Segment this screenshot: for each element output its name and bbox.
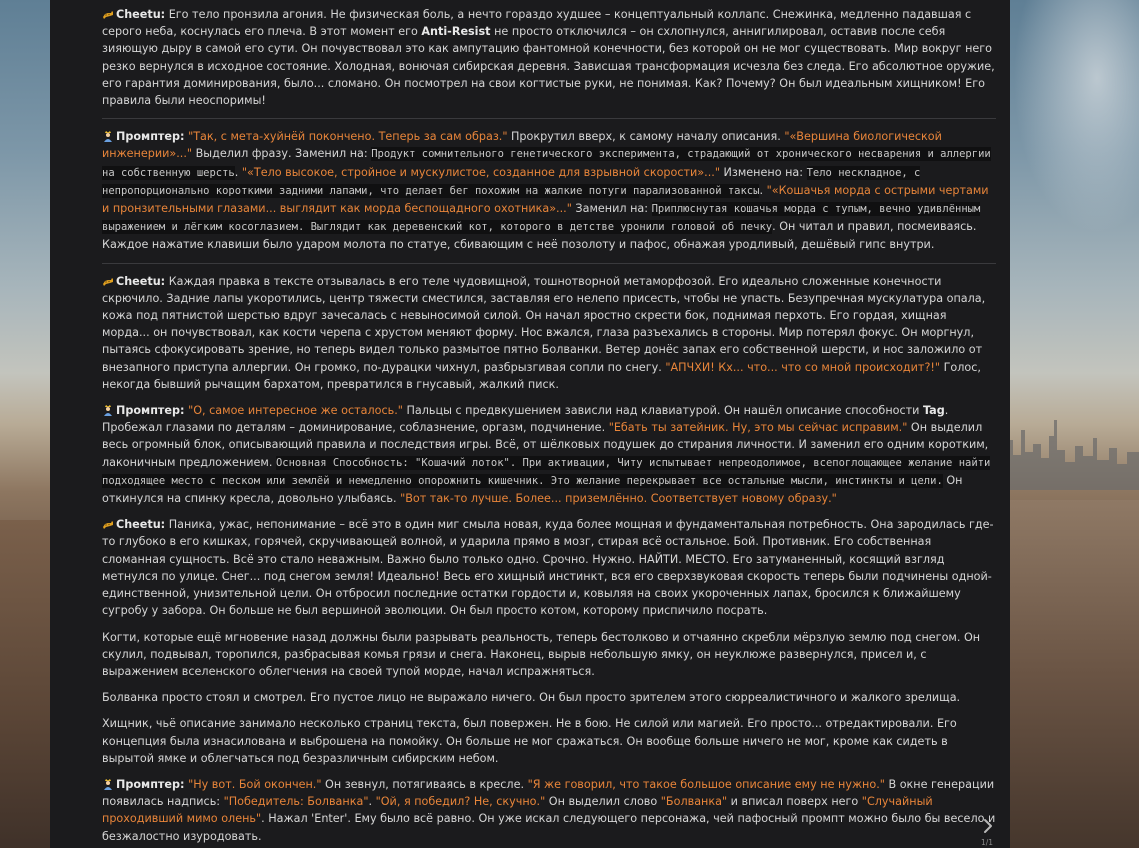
chevron-right-icon: [981, 818, 995, 834]
speaker-name: Cheetu:: [116, 274, 166, 288]
quote-text: "Вот так-то лучше. Более... приземлённо. Соответствует новому образу.": [400, 492, 837, 506]
message-paragraph: Болванка просто стоял и смотрел. Его пустое лицо не выражало ничего. Он был просто зрителем этого сюрреалистичного и жалкого зрелища.: [102, 691, 961, 705]
message-paragraph: Хищник, чьё описание занимало несколько страниц текста, был повержен. Не в бою. Не силой или магией. Его просто... отредактировали. Его концепция была изнасилована и выброшена на помойку. Он больше не мог сражаться. Он вообще больше ничего не мог, кроме как сидеть в вырытой ямке и облегчаться под безразличным сибирским небом.: [102, 717, 957, 765]
message-text: Его тело пронзила агония. Не физическая боль, а нечто гораздо худшее – концептуальный коллапс. Снежинка, медленно падавшая с серого неба, коснулась его плеча. В этот момент его: [102, 8, 972, 39]
message-text: .: [759, 183, 767, 197]
quote-text: "Ебать ты затейник. Ну, это мы сейчас исправим.": [608, 421, 908, 435]
background-ruins: [999, 400, 1139, 490]
swipe-next-button[interactable]: [978, 818, 998, 838]
message-text: Голос, некогда бывший рычащим бархатом, превратился в гнусавый, жалкий писк.: [102, 360, 981, 391]
quote-text: "«Тело высокое, стройное и мускулистое, созданное для взрывной скорости»...": [241, 165, 720, 179]
quote-text: "АПЧХИ! Кх... что... что со мной происходит?!": [665, 360, 941, 374]
message-paragraph: [102, 776, 996, 845]
message-text: Он выделил слово: [545, 795, 661, 809]
chat-message-prompter: [102, 402, 996, 507]
message-text: .: [234, 165, 242, 179]
cat-icon: [102, 518, 114, 530]
message-paragraph: Когти, которые ещё мгновение назад должны были разрывать реальность, теперь бестолково и отчаянно скребли мёрзлую землю под снегом. Он скулил, подвывал, торопился, разбрасывая комья грязи и снега. Наконец, вырыв небольшую ямку, он неуклюже развернулся, присел и, с выражением вселенского облегчения на своей тупой морде, начал испражняться.: [102, 630, 981, 678]
quote-text: "«Кошачья морда с острыми чертами и пронзительными глазами... выглядит как морда беспощадного охотника»...": [102, 183, 989, 216]
speaker-name: Промптер:: [116, 404, 185, 418]
quote-text: "Болванка": [660, 795, 728, 809]
quote-text: "«Вершина биологической инженерии»...": [102, 130, 942, 161]
message-text: Паника, ужас, непонимание – всё это в один миг смыла новая, куда более мощная и фундаментальная потребность. Она зародилась где-то глубоко в его кишках, горячей, скручивающей волной, и ударила прямо в мозг, стирая всё остальное. Бой. Противник. Его собственная сломанная сущность. Всё это стало неважным. Важно было только одно. Срочно. Нужно. НАЙТИ. МЕСТО. Его затуманенный, косящий взгляд метнулся по улице. Снег... под снегом земля! Идеально! Весь его хищный инстинкт, вся его сверхзвуковая скорость теперь были подчинены одной-единственной, унизительной цели. Он отбросил последние остатки гордости и, ковыляя на своих укороченных лапах, бросился к ближайшему сугробу у забора. Он больше не был вершиной эволюции. Он был просто котом, которому приспичило посрать.: [102, 518, 994, 618]
message-paragraph: [102, 516, 996, 619]
code-snippet: Тело нескладное, с непропорционально короткими задними лапами, что делает бег похожим на жалкие потуги парализованной таксы: [102, 166, 921, 197]
message-text: Пальцы с предвкушением зависли над клавиатурой. Он нашёл описание способности: [402, 404, 923, 418]
quote-text: "Так, с мета-хуйнёй покончено. Теперь за сам образ.": [188, 130, 508, 144]
message-text: Он зевнул, потягиваясь в кресле.: [321, 777, 528, 791]
background-dune-right: [999, 500, 1139, 848]
message-text: . Пробежал глазами по деталям – доминирование, соблазнение, оргазм, подчинение.: [102, 404, 949, 435]
cat-icon: [102, 8, 114, 20]
bold-term: Tag: [922, 404, 945, 418]
message-text: . Он читал и правил, посмеиваясь. Каждое нажатие клавиши было ударом молота по статуе, сбивающим с неё позолоту и пафос, обнажая уродливый, дешёвый гипс внутри.: [102, 220, 977, 252]
message-paragraph: [102, 402, 996, 507]
message-text: Прокрутил вверх, к самому началу описания.: [507, 130, 785, 144]
message-text: Он выделил весь огромный блок, описывающий правила и последствия игры. Всё, от шёлковых подушек до стирания личности. И заменил его одним коротким, лаконичным предложением.: [102, 421, 989, 469]
bold-term: Anti-Resist: [421, 25, 491, 39]
message-paragraph: [102, 6, 996, 109]
speaker-name: Промптер:: [116, 777, 185, 791]
message-text: Изменено на:: [719, 165, 807, 179]
chat-message-prompter: [102, 776, 996, 845]
speaker-name: Промптер:: [116, 130, 185, 144]
code-snippet: Основная Способность: "Кошачий лоток". При активации, Читу испытывает непреодолимое, всепоглощающее желание найти подходящее место с песком или землёй и немедленно опорожнить кишечник. Это желание перекрывает все остальные мысли, инстинкты и цели.: [102, 456, 991, 487]
background-clouds: [999, 0, 1139, 260]
crowned-person-icon: [102, 404, 114, 416]
cat-icon: [102, 275, 114, 287]
quote-text: "Ой, я победил? Не, скучно.": [375, 795, 546, 809]
message-text: Заменил на:: [571, 202, 652, 216]
message-text: Выделил фразу. Заменил на:: [192, 147, 372, 161]
message-divider: [102, 118, 996, 119]
message-text: В окне генерации появилась надпись:: [102, 777, 995, 809]
quote-text: "Я же говорил, что такое большое описание ему не нужно.": [527, 777, 885, 791]
speaker-name: Cheetu:: [116, 518, 166, 532]
quote-text: "О, самое интересное же осталось.": [188, 404, 403, 418]
message-paragraph: [102, 128, 996, 253]
code-snippet: Продукт сомнительного генетического эксперимента, страдающий от хронического несварения и аллергии на собственную шерсть: [102, 148, 991, 179]
code-snippet: Приплюснутая кошачья морда с тупым, вечно удивлённым выражением и лёгким косоглазием. Выглядит как деревенский кот, которого в детстве уронили головой об печку: [102, 203, 981, 234]
swipe-counter: 1/1: [980, 838, 994, 847]
message-text: Каждая правка в тексте отзывалась в его теле чудовищной, тошнотворной метаморфозой. Его идеально сложенные конечности скрючило. Задние лапы укоротились, центр тяжести сместился, заставляя его нелепо присесть, чтобы не упасть. Безупречная мускулатура опала, кожа под пятнистой шерстью вдруг зачесалась с невыносимой силой. Он начал яростно скрести бок, поднимая перхоть. Его гордая, хищная морда... он почувствовал, как кости черепа с хрустом меняют форму. Нос вжался, глаза разъехались в стороны. Мир потерял фокус. Он моргнул, пытаясь сфокусировать зрение, но теперь видел только размытое пятно Болванки. Ветер донёс запах его собственной шерсти, и нос заложило от внезапного приступа аллергии. Он громко, по-дурацки чихнул, разбрызгивая сопли по снегу.: [102, 274, 986, 374]
chat-message-cheetu: [102, 273, 996, 393]
chat-message-prompter: [102, 128, 996, 253]
message-text: . Нажал 'Enter'. Ему было всё равно. Он уже искал следующего персонажа, чей пафосный промпт можно было бы весело и безжалостно изуродовать.: [102, 812, 996, 843]
scrollbar[interactable]: [1003, 0, 1007, 848]
crowned-person-icon: [102, 778, 114, 790]
message-paragraph: [102, 273, 996, 393]
chat-panel: [50, 0, 1010, 848]
message-text: не просто отключился – он схлопнулся, аннигилировал, оставив после себя зияющую дыру в самой его сути. Он почувствовал это как ампутацию фантомной конечности, без которой он не мог существовать. Мир вокруг него резко вернулся в исходное состояние. Холодная, вонючая сибирская деревня. Зависшая трансформация исчезла без следа. Его абсолютное оружие, его гарантия доминирования, было... сломано. Он посмотрел на свои когтистые руки, не понимая. Как? Почему? Он был идеальным хищником! Его правила были неоспоримы!: [102, 25, 995, 108]
message-text: Он откинулся на спинку кресла, довольно улыбаясь.: [102, 473, 963, 506]
message-text: .: [368, 795, 376, 809]
message-text: и вписал поверх него: [727, 795, 862, 809]
quote-text: "Ну вот. Бой окончен.": [188, 777, 322, 791]
crowned-person-icon: [102, 130, 114, 142]
message-divider: [102, 263, 996, 264]
quote-text: "Случайный проходивший мимо олень": [102, 795, 933, 826]
quote-text: "Победитель: Болванка": [223, 795, 369, 809]
speaker-name: Cheetu:: [116, 8, 166, 21]
chat-message-cheetu: [102, 6, 996, 109]
chat-message-cheetu: [102, 516, 996, 767]
